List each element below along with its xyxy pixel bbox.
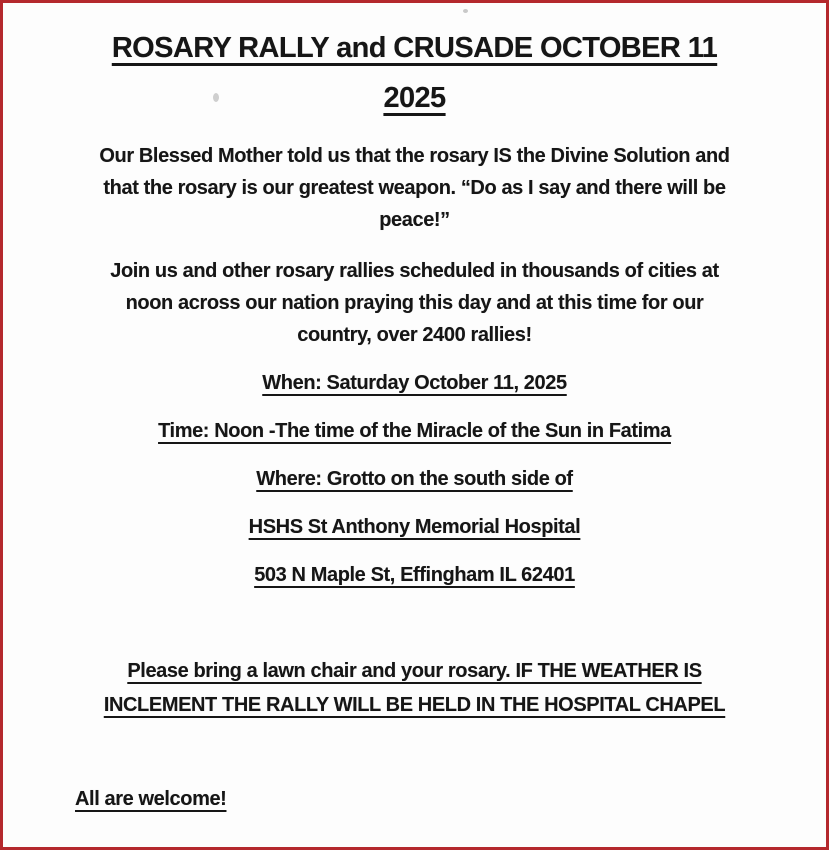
detail-venue-text: HSHS St Anthony Memorial Hospital	[248, 516, 581, 538]
detail-venue	[3, 515, 826, 539]
detail-when-text: When: Saturday October 11, 2025	[262, 372, 567, 394]
intro-line-2: that the rosary is our greatest weapon. “Do as I say and there will be	[103, 177, 726, 199]
notice-line-1: Please bring a lawn chair and your rosary. IF THE WEATHER IS	[127, 660, 702, 682]
scan-artifact	[463, 9, 468, 13]
invitation-line-3: country, over 2400 rallies!	[297, 324, 532, 346]
detail-time-text: Time: Noon -The time of the Miracle of the Sun in Fatima	[158, 420, 671, 442]
flyer-title	[3, 23, 826, 123]
invitation-line-2: noon across our nation praying this day and at this time for our	[125, 292, 704, 314]
intro-line-1: Our Blessed Mother told us that the rosary IS the Divine Solution and	[99, 145, 730, 167]
intro-line-3: peace!”	[379, 209, 450, 231]
title-line-1: ROSARY RALLY and CRUSADE OCTOBER 11	[111, 32, 718, 64]
footer-welcome-text: All are welcome!	[75, 788, 227, 810]
title-line-2: 2025	[383, 82, 446, 114]
invitation-paragraph	[45, 255, 785, 351]
footer-welcome	[3, 787, 826, 811]
detail-time	[3, 419, 826, 443]
scan-artifact	[213, 93, 219, 102]
notice-paragraph	[3, 654, 826, 722]
detail-where	[3, 467, 826, 491]
intro-paragraph	[45, 140, 785, 236]
detail-address	[3, 563, 826, 587]
detail-where-text: Where: Grotto on the south side of	[256, 468, 573, 490]
notice-line-2: INCLEMENT THE RALLY WILL BE HELD IN THE HOSPITAL CHAPEL	[103, 694, 726, 716]
detail-when	[3, 371, 826, 395]
invitation-line-1: Join us and other rosary rallies scheduled in thousands of cities at	[110, 260, 719, 282]
detail-address-text: 503 N Maple St, Effingham IL 62401	[254, 564, 575, 586]
